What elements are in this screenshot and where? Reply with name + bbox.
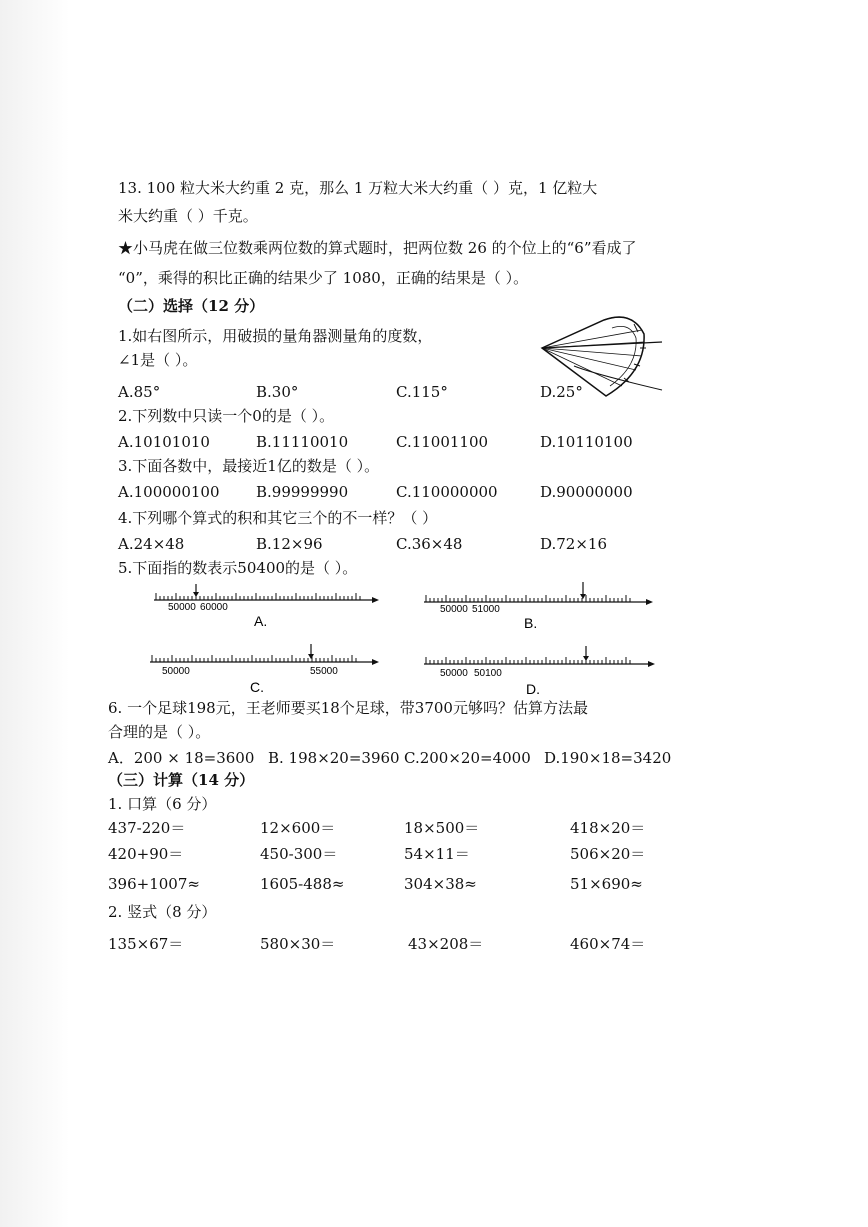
q13-line2: 米大约重（ ）千克。 <box>118 207 258 225</box>
oral-r1-c3: 18×500＝ <box>404 819 480 837</box>
q1-option-b: B.30° <box>256 383 299 401</box>
line-b-tick-51000: 51000 <box>472 604 500 615</box>
oral-r2-c4: 506×20＝ <box>570 845 646 863</box>
q1-option-d: D.25° <box>540 383 583 401</box>
star-line1: ★小马虎在做三位数乘两位数的算式题时，把两位数 26 的个位上的“6”看成了 <box>118 239 637 257</box>
vertical-item-2: 580×30＝ <box>260 935 336 953</box>
line-a-option: A. <box>254 613 268 629</box>
vertical-item-1: 135×67＝ <box>108 935 184 953</box>
oral-r3-c4: 51×690≈ <box>570 875 643 893</box>
line-a-tick-60000: 60000 <box>200 602 228 613</box>
q4-option-c: C.36×48 <box>396 535 463 553</box>
q6-option-a: A．200 × 18=3600 <box>108 749 255 767</box>
q3-option-b: B.99999990 <box>256 483 349 501</box>
vertical-title: 2. 竖式（8 分） <box>108 903 217 921</box>
number-line-c <box>146 642 382 696</box>
oral-r1-c2: 12×600＝ <box>260 819 336 837</box>
q3-option-a: A.100000100 <box>118 483 220 501</box>
q2-option-a: A.10101010 <box>118 433 210 451</box>
oral-r2-c2: 450-300＝ <box>260 845 338 863</box>
q2-stem: 2.下列数中只读一个0的是（ ）。 <box>118 407 335 425</box>
number-line-a <box>150 582 380 636</box>
scan-shadow <box>0 0 70 1227</box>
number-line-b <box>420 578 656 636</box>
q2-option-b: B.11110010 <box>256 433 349 451</box>
q3-option-d: D.90000000 <box>540 483 633 501</box>
section2-title: （二）选择（12 分） <box>118 297 265 315</box>
oral-r3-c1: 396+1007≈ <box>108 875 200 893</box>
oral-title: 1. 口算（6 分） <box>108 795 217 813</box>
vertical-item-3: 43×208＝ <box>408 935 484 953</box>
q6-option-d: D.190×18=3420 <box>544 749 672 767</box>
vertical-item-4: 460×74＝ <box>570 935 646 953</box>
q6-line1: 6. 一个足球198元，王老师要买18个足球，带3700元够吗？估算方法最 <box>108 699 588 717</box>
q1-option-a: A.85° <box>118 383 161 401</box>
line-b-option: B. <box>524 615 538 631</box>
star-line2: “0”，乘得的积比正确的结果少了 1080，正确的结果是（ ）。 <box>118 269 529 287</box>
q1-line2: ∠1是（ ）。 <box>118 351 198 369</box>
q3-stem: 3.下面各数中，最接近1亿的数是（ ）。 <box>118 457 380 475</box>
q2-option-c: C.11001100 <box>396 433 489 451</box>
q4-option-d: D.72×16 <box>540 535 608 553</box>
line-d-tick-50000: 50000 <box>440 668 468 679</box>
q2-option-d: D.10110100 <box>540 433 633 451</box>
line-c-tick-55000: 55000 <box>310 666 338 677</box>
oral-r2-c1: 420+90＝ <box>108 845 184 863</box>
oral-r1-c1: 437-220＝ <box>108 819 186 837</box>
q5-stem: 5.下面指的数表示50400的是（ ）。 <box>118 559 358 577</box>
q1-line1: 1.如右图所示，用破损的量角器测量角的度数， <box>118 327 433 345</box>
q4-stem: 4.下列哪个算式的积和其它三个的不一样？（ ） <box>118 509 438 527</box>
q6-option-c: C.200×20=4000 <box>404 749 531 767</box>
oral-r3-c3: 304×38≈ <box>404 875 477 893</box>
oral-r1-c4: 418×20＝ <box>570 819 646 837</box>
line-a-tick-50000: 50000 <box>168 602 196 613</box>
line-c-tick-50000: 50000 <box>162 666 190 677</box>
q6-option-b: B. 198×20=3960 <box>268 749 400 767</box>
q1-option-c: C.115° <box>396 383 448 401</box>
q6-line2: 合理的是（ ）。 <box>108 723 211 741</box>
oral-r3-c2: 1605-488≈ <box>260 875 345 893</box>
line-d-tick-50100: 50100 <box>474 668 502 679</box>
q13-line1: 13. 100 粒大米大约重 2 克，那么 1 万粒大米大约重（ ）克，1 亿粒大 <box>118 179 598 197</box>
number-line-d <box>420 644 660 698</box>
oral-r2-c3: 54×11＝ <box>404 845 470 863</box>
q3-option-c: C.110000000 <box>396 483 498 501</box>
line-b-tick-50000: 50000 <box>440 604 468 615</box>
section3-title: （三）计算（14 分） <box>108 771 255 789</box>
line-c-option: C. <box>250 679 264 695</box>
q4-option-b: B.12×96 <box>256 535 323 553</box>
line-d-option: D. <box>526 681 540 697</box>
q4-option-a: A.24×48 <box>118 535 185 553</box>
